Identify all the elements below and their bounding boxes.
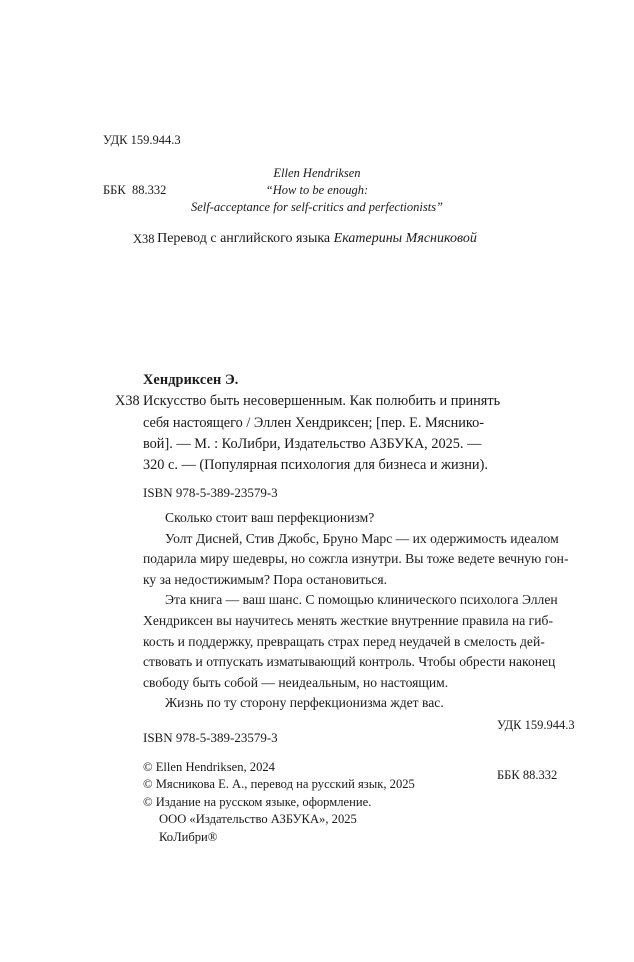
annotation-paragraph: [143, 529, 569, 591]
annotation-line: Эта книга — ваш шанс. С помощью клинического психолога Эллен: [165, 592, 558, 608]
isbn-bottom: ISBN 978-5-389-23579-3: [143, 730, 278, 745]
bibliographic-record: [115, 370, 540, 476]
translator-name: Екатерины Мясниковой: [333, 231, 477, 246]
copyright-line: © Мясникова Е. А., перевод на русский язык, 2025: [143, 777, 415, 792]
annotation-line: Хендриксен вы научитесь менять жесткие внутренние правила на гиб-: [143, 612, 553, 628]
record-description: [115, 391, 540, 476]
udk-code-bottom: УДК 159.944.3: [497, 718, 575, 732]
annotation-line: подарила миру шедевры, но сожгла изнутри. Вы тоже ведете вечную гон-: [143, 551, 569, 567]
bbk-code-top: ББК 88.332: [103, 182, 167, 197]
record-author-heading: Хендриксен Э.: [143, 372, 239, 388]
record-line: 320 с. — (Популярная психология для бизнеса и жизни).: [143, 457, 488, 474]
shelf-mark-record: Х38: [115, 393, 140, 410]
record-line: вой]. — М. : КоЛибри, Издательство АЗБУКА, 2025. —: [143, 435, 482, 452]
translation-credit: [0, 230, 634, 248]
original-author: Ellen Hendriksen: [273, 166, 361, 180]
isbn-middle: ISBN 978-5-389-23579-3: [143, 485, 278, 500]
record-line: Искусство быть несовершенным. Как полюбить и принять: [143, 393, 501, 410]
original-title-line-1: “How to be enough:: [265, 183, 369, 197]
copyright-line: КоЛибри®: [159, 829, 218, 844]
annotation-line: ку за недостижимым? Пора остановиться.: [143, 571, 388, 587]
annotation-line: Уолт Дисней, Стив Джобс, Бруно Марс — их одержимость идеалом: [165, 530, 559, 546]
original-title-line-2: Self-acceptance for self-critics and perfectionists”: [190, 200, 444, 214]
annotation-line: Сколько стоит ваш перфекционизм?: [165, 510, 375, 525]
original-edition-block: [0, 165, 634, 248]
copyright-line: ООО «Издательство АЗБУКА», 2025: [159, 812, 357, 827]
bbk-code-bottom: ББК 88.332: [497, 767, 558, 782]
annotation-paragraph: [143, 590, 558, 693]
annotation-line: ствовать и отпускать изматывающий контроль. Чтобы обрести наконец: [143, 654, 556, 670]
annotation-text: [143, 508, 569, 714]
annotation-line: кость и поддержку, превращать страх перед неудачей в смелость дей-: [143, 633, 545, 649]
annotation-line: свободу быть собой — неидеальным, но настоящим.: [143, 674, 449, 690]
classification-codes-bottom: [497, 684, 575, 816]
translation-prefix: Перевод с английского языка: [157, 231, 334, 246]
annotation-paragraph: [143, 693, 543, 714]
copyright-line: © Издание на русском языке, оформление.: [143, 794, 372, 809]
udk-code-top: УДК 159.944.3: [103, 133, 181, 147]
annotation-paragraph: [143, 508, 543, 529]
annotation-line: Жизнь по ту сторону перфекционизма ждет вас.: [165, 695, 444, 711]
copyright-line: © Ellen Hendriksen, 2024: [143, 760, 275, 774]
record-line: себя настоящего / Эллен Хендриксен; [пер. Е. Мяснико-: [143, 414, 485, 431]
shelf-mark-top: Х38: [133, 232, 155, 246]
copyright-block: [143, 759, 415, 846]
